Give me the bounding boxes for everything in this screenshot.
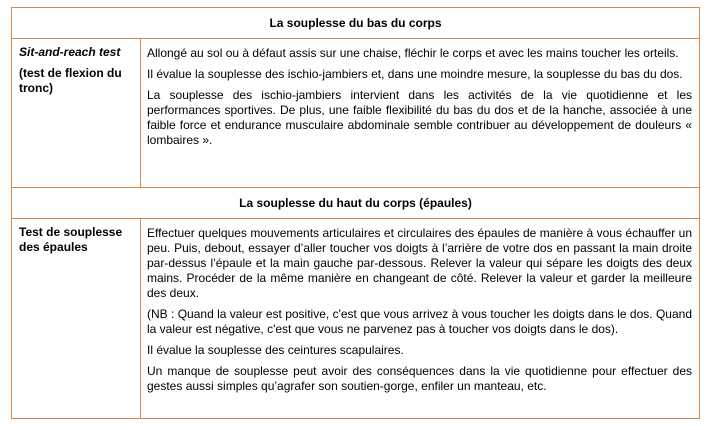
section2-paragraph: Il évalue la souplesse des ceintures scapulaires. xyxy=(147,343,404,357)
section2-title: La souplesse du haut du corps (épaules) xyxy=(239,196,472,210)
section1-title: La souplesse du bas du corps xyxy=(269,16,442,30)
section1-header xyxy=(12,8,699,39)
section2-header xyxy=(12,188,699,219)
section1-row xyxy=(12,39,699,188)
section2-row xyxy=(12,219,699,418)
section1-paragraph: Il évalue la souplesse des ischio-jambiers et, dans une moindre mesure, la souplesse du bas du dos. xyxy=(147,67,683,81)
section1-test-name: Sit-and-reach test xyxy=(19,45,121,59)
section1-test-subname: (test de flexion du tronc) xyxy=(19,66,122,95)
section1-paragraph: La souplesse des ischio-jambiers intervient dans les activités de la vie quotidienne et les performances sportives. De plus, une faible flexibilité du bas du dos et de la hanche, associée à une faible force et endurance musculaire abdominale semble contribuer au développement de douleurs « lombaires ». xyxy=(147,88,692,147)
section2-paragraph: Effectuer quelques mouvements articulaires et circulaires des épaules de manière à vous échauffer un peu. Puis, debout, essayer d’aller toucher vos doigts à l’arrière de votre dos en passant la main droite par-dessus l’épaule et la main gauche par-dessous. Relever la valeur qui sépare les doigts des deux mains. Procéder de la même manière en changeant de côté. Relever la valeur et garder la meilleure des deux. xyxy=(147,226,692,300)
flexibility-table xyxy=(11,7,700,419)
section1-description-cell xyxy=(141,39,699,187)
section2-test-cell xyxy=(12,219,141,418)
section2-description-cell xyxy=(141,219,699,418)
section1-test-cell xyxy=(12,39,141,187)
section2-paragraph: Un manque de souplesse peut avoir des conséquences dans la vie quotidienne pour effectuer des gestes aussi simples qu’agrafer son soutien-gorge, enfiler un manteau, etc. xyxy=(147,364,692,393)
section2-paragraph: (NB : Quand la valeur est positive, c'est que vous arrivez à vous toucher les doigts dans le dos. Quand la valeur est négative, c'est que vous ne parvenez pas à toucher vos doigts dans le dos). xyxy=(147,307,692,336)
section2-test-name: Test de souplesse des épaules xyxy=(19,225,123,254)
section1-paragraph: Allongé au sol ou à défaut assis sur une chaise, fléchir le corps et avec les mains toucher les orteils. xyxy=(147,46,679,60)
